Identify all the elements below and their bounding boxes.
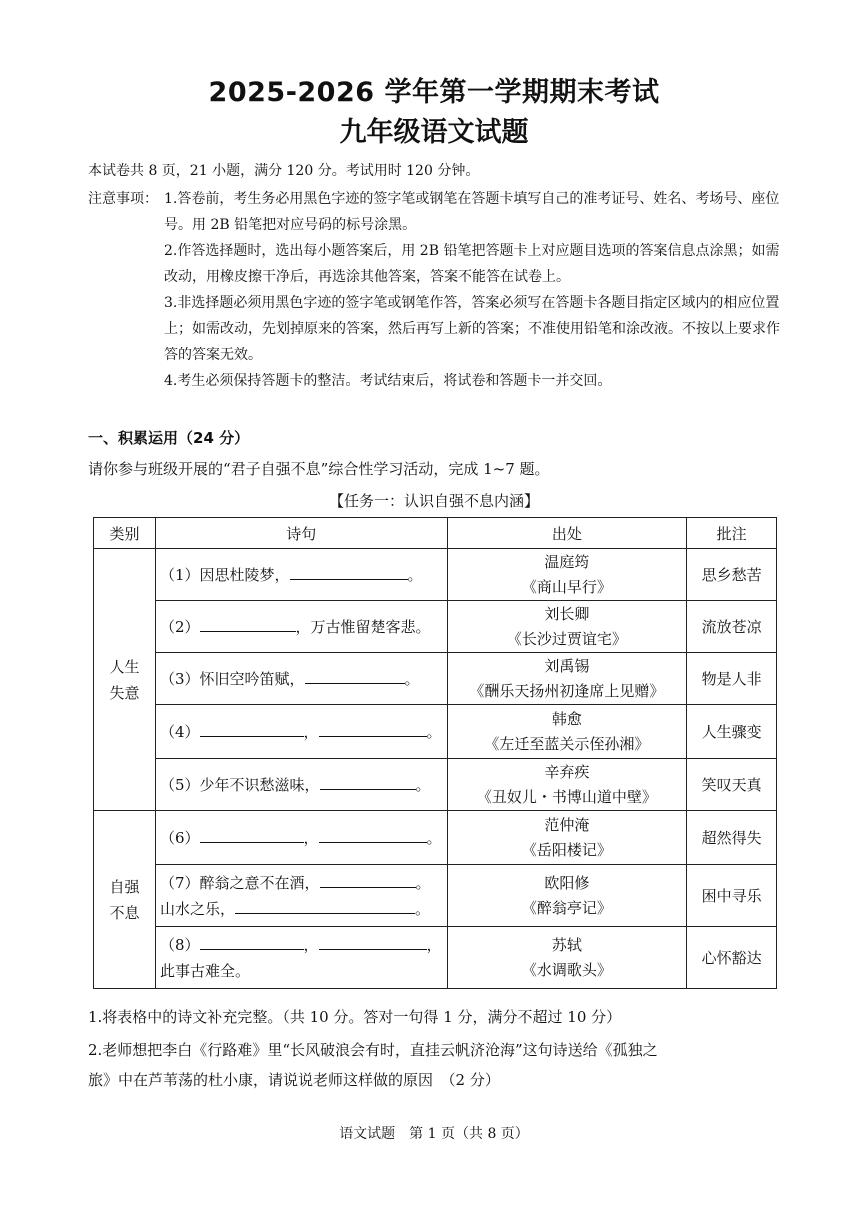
category-label: 人生失意 (109, 657, 140, 702)
notice-item-1: 1.答卷前，考生务必用黑色字迹的签字笔或钢笔在答题卡填写自己的准考证号、姓名、考场号、座位号。用 2B 铅笔把对应号码的标号涂黑。 (164, 191, 780, 233)
poem-text: 。 (415, 873, 431, 892)
source-work: 《长沙过贾谊宅》 (506, 629, 627, 648)
poem-cell (155, 653, 447, 705)
poem-text: 。 (414, 899, 430, 918)
poem-text: ，万古惟留楚客悲。 (295, 617, 431, 636)
table-header-row (94, 518, 777, 549)
source-author: 温庭筠 (544, 552, 590, 571)
source-cell (447, 705, 686, 759)
source-cell (447, 927, 686, 989)
answer-blank[interactable] (200, 615, 296, 632)
answer-blank[interactable] (320, 871, 416, 888)
source-work: 《丑奴儿・书博山道中壁》 (476, 787, 657, 806)
answer-blank[interactable] (200, 933, 304, 950)
poem-text: ， (426, 935, 442, 954)
poem-text: 。 (415, 775, 431, 794)
exam-title: 2025-2026 学年第一学期期末考试 (208, 77, 660, 108)
source-work: 《水调歌头》 (521, 960, 612, 979)
table-row (94, 601, 777, 653)
source-author: 韩愈 (551, 709, 582, 728)
poem-text: （5）少年不识愁滋味， (159, 775, 320, 794)
poem-text: 山水之乐， (159, 899, 235, 918)
poem-text: （1）因思杜陵梦， (159, 565, 290, 584)
source-author: 范仲淹 (544, 815, 590, 834)
question-2-line-1: 2.老师想把李白《行路难》里“长风破浪会有时，直挂云帆济沧海”这句诗送给《孤独之 (88, 1041, 658, 1059)
answer-blank[interactable] (290, 563, 408, 580)
poem-text: 此事古难全。 (159, 961, 250, 980)
table-row (94, 927, 777, 989)
poem-text: ， (303, 935, 319, 954)
answer-blank[interactable] (319, 720, 427, 737)
table-row (94, 549, 777, 601)
header-poem: 诗句 (155, 518, 447, 549)
question-2-line-2: 旅》中在芦苇荡的杜小康，请说说老师这样做的原因 （2 分） (88, 1071, 500, 1089)
notice-item-4: 4.考生必须保持答题卡的整洁。考试结束后，将试卷和答题卡一并交回。 (164, 373, 612, 389)
poem-text: （6） (159, 828, 200, 847)
note-cell: 人生骤变 (687, 705, 777, 759)
category-cell (94, 549, 156, 811)
exam-info: 本试卷共 8 页，21 小题，满分 120 分。考试用时 120 分钟。 (88, 163, 480, 179)
poem-text: （3）怀旧空吟笛赋， (159, 669, 305, 688)
exam-subtitle: 九年级语文试题 (339, 117, 529, 148)
poem-text: （4） (159, 722, 200, 741)
question-1: 1.将表格中的诗文补充完整。（共 10 分。答对一句得 1 分，满分不超过 10 分） (88, 1008, 622, 1026)
source-work: 《左迁至蓝关示侄孙湘》 (484, 734, 650, 753)
note-cell: 笑叹天真 (687, 759, 777, 811)
poem-cell (155, 705, 447, 759)
source-work: 《岳阳楼记》 (521, 840, 612, 859)
poem-text: 。 (426, 828, 442, 847)
section-intro: 请你参与班级开展的“君子自强不息”综合性学习活动，完成 1~7 题。 (88, 460, 550, 478)
poem-text: （2） (159, 617, 200, 636)
table-row (94, 653, 777, 705)
poem-cell (155, 601, 447, 653)
poem-text: 。 (426, 722, 442, 741)
table-row (94, 759, 777, 811)
task-title: 【任务一：认识自强不息内涵】 (328, 492, 539, 510)
answer-blank[interactable] (235, 897, 415, 914)
poem-cell (155, 549, 447, 601)
category-label: 自强不息 (109, 877, 140, 922)
source-cell (447, 811, 686, 865)
source-author: 刘长卿 (544, 604, 590, 623)
poem-table (93, 517, 777, 989)
source-work: 《酬乐天扬州初逢席上见赠》 (469, 681, 665, 700)
answer-blank[interactable] (319, 933, 427, 950)
poem-text: （7）醉翁之意不在酒， (159, 873, 320, 892)
note-cell: 思乡愁苦 (687, 549, 777, 601)
category-cell (94, 811, 156, 989)
source-author: 苏轼 (551, 935, 582, 954)
header-note: 批注 (687, 518, 777, 549)
notice-item-2: 2.作答选择题时，选出每小题答案后，用 2B 铅笔把答题卡上对应题目选项的答案信息点涂黑；如需改动，用橡皮擦干净后，再选涂其他答案，答案不能答在试卷上。 (164, 243, 780, 285)
source-cell (447, 865, 686, 927)
source-author: 刘禹锡 (544, 656, 590, 675)
source-cell (447, 759, 686, 811)
table-row (94, 811, 777, 865)
source-cell (447, 601, 686, 653)
notice-label: 注意事项： (88, 191, 158, 207)
poem-text: 。 (404, 669, 420, 688)
answer-blank[interactable] (320, 773, 416, 790)
source-work: 《商山早行》 (521, 577, 612, 596)
answer-blank[interactable] (200, 826, 304, 843)
poem-cell (155, 927, 447, 989)
source-cell (447, 549, 686, 601)
source-cell (447, 653, 686, 705)
source-author: 辛弃疾 (544, 762, 590, 781)
answer-blank[interactable] (319, 826, 427, 843)
table-row (94, 705, 777, 759)
poem-cell (155, 865, 447, 927)
answer-blank[interactable] (305, 667, 405, 684)
poem-text: ， (303, 828, 319, 847)
note-cell: 物是人非 (687, 653, 777, 705)
section-heading: 一、积累运用（24 分） (88, 429, 250, 447)
table-row (94, 865, 777, 927)
page-footer: 语文试题 第 1 页（共 8 页） (339, 1126, 529, 1142)
answer-blank[interactable] (200, 720, 304, 737)
poem-text: 。 (407, 565, 423, 584)
poem-cell (155, 811, 447, 865)
header-category: 类别 (94, 518, 156, 549)
poem-text: ， (303, 722, 319, 741)
note-cell: 心怀豁达 (687, 927, 777, 989)
header-source: 出处 (447, 518, 686, 549)
notice-item-3: 3.非选择题必须用黑色字迹的签字笔或钢笔作答，答案必须写在答题卡各题目指定区域内的相应位置上；如需改动，先划掉原来的答案，然后再写上新的答案；不准使用铅笔和涂改液。不按以上要求作答的答案无效。 (164, 295, 780, 363)
poem-text: （8） (159, 935, 200, 954)
poem-cell (155, 759, 447, 811)
note-cell: 困中寻乐 (687, 865, 777, 927)
note-cell: 超然得失 (687, 811, 777, 865)
note-cell: 流放苍凉 (687, 601, 777, 653)
source-author: 欧阳修 (544, 873, 590, 892)
source-work: 《醉翁亭记》 (521, 898, 612, 917)
